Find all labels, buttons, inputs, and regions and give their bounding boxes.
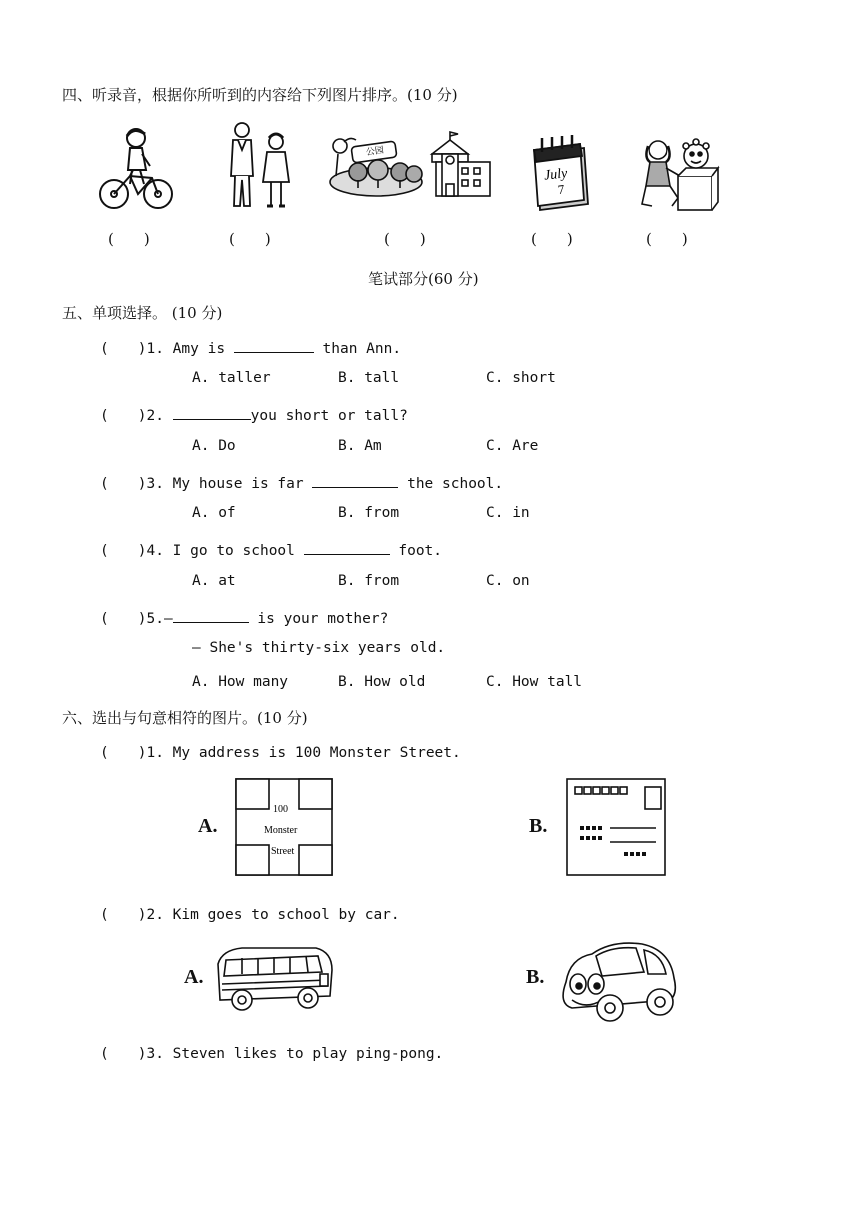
answer-blank[interactable] xyxy=(234,338,314,353)
map-line-3: Street xyxy=(271,846,295,857)
boy-on-bicycle-icon xyxy=(96,126,176,214)
question-row xyxy=(100,903,400,924)
option-b[interactable]: B. How old xyxy=(338,674,426,690)
option-a-label[interactable]: A. xyxy=(184,966,204,988)
girl-with-toys-icon xyxy=(640,136,720,214)
option-c[interactable]: C. in xyxy=(486,505,530,521)
section6-heading: 六、选出与句意相符的图片。(10 分) xyxy=(62,709,308,727)
option-b[interactable]: B. from xyxy=(338,573,400,589)
section5-heading: 五、单项选择。 (10 分) xyxy=(62,304,223,322)
question-text-after: you short or tall? xyxy=(250,408,408,424)
question-number: 1. xyxy=(146,341,164,357)
question-reply: — She's thirty-six years old. xyxy=(192,640,446,656)
park-and-school-icon xyxy=(328,130,496,202)
question-row xyxy=(100,741,461,762)
question-text-after: than Ann. xyxy=(322,341,402,357)
park-sign-text: 公园 xyxy=(365,145,385,159)
option-a[interactable]: A. at xyxy=(192,573,236,589)
question-text-after: foot. xyxy=(398,543,443,559)
question-text-before: My house is far xyxy=(172,476,304,492)
option-c[interactable]: C. How tall xyxy=(486,674,583,690)
option-b[interactable]: B. from xyxy=(338,505,400,521)
man-and-girl-icon xyxy=(226,120,298,212)
envelope-icon[interactable] xyxy=(566,778,666,878)
question-text-after: is your mother? xyxy=(257,611,389,627)
picture-1-paren[interactable]: ( ) xyxy=(108,230,150,248)
answer-paren[interactable]: ( ) xyxy=(100,907,147,923)
street-map-icon[interactable] xyxy=(235,778,333,876)
question-number: 4. xyxy=(146,543,164,559)
option-a[interactable]: A. Do xyxy=(192,438,236,454)
answer-paren[interactable]: ( ) xyxy=(100,341,147,357)
map-line-1: 100 xyxy=(273,804,288,815)
question-row xyxy=(100,607,388,628)
option-a-label[interactable]: A. xyxy=(198,815,218,837)
answer-paren[interactable]: ( ) xyxy=(100,543,147,559)
calendar-day-text: 7 xyxy=(557,181,566,198)
picture-5-paren[interactable]: ( ) xyxy=(646,230,688,248)
picture-2-paren[interactable]: ( ) xyxy=(229,230,271,248)
question-text: 1. My address is 100 Monster Street. xyxy=(146,745,461,761)
answer-paren[interactable]: ( ) xyxy=(100,476,147,492)
option-b-label[interactable]: B. xyxy=(526,966,545,988)
answer-blank[interactable] xyxy=(304,540,390,555)
question-text-before: I go to school xyxy=(172,543,295,559)
question-number: 3. xyxy=(146,476,164,492)
option-c[interactable]: C. on xyxy=(486,573,530,589)
option-a[interactable]: A. How many xyxy=(192,674,289,690)
question-row xyxy=(100,404,408,425)
calendar-month-text: July xyxy=(543,166,569,184)
question-row xyxy=(100,337,401,358)
map-line-2: Monster xyxy=(264,825,298,836)
option-a[interactable]: A. taller xyxy=(192,370,271,386)
question-text-before: Amy is xyxy=(172,341,226,357)
option-b[interactable]: B. tall xyxy=(338,370,400,386)
question-row xyxy=(100,1042,443,1063)
question-number: 5. xyxy=(146,611,164,627)
option-b[interactable]: B. Am xyxy=(338,438,382,454)
answer-paren[interactable]: ( ) xyxy=(100,1046,147,1062)
answer-paren[interactable]: ( ) xyxy=(100,611,147,627)
question-text: 3. Steven likes to play ping-pong. xyxy=(146,1046,444,1062)
question-number: 2. xyxy=(146,408,164,424)
answer-blank[interactable] xyxy=(173,405,251,420)
answer-blank[interactable] xyxy=(312,473,398,488)
question-text-after: the school. xyxy=(407,476,504,492)
picture-3-paren[interactable]: ( ) xyxy=(384,230,426,248)
question-text: 2. Kim goes to school by car. xyxy=(146,907,400,923)
section4-heading: 四、听录音，根据你所听到的内容给下列图片排序。(10 分) xyxy=(62,86,458,104)
answer-paren[interactable]: ( ) xyxy=(100,408,147,424)
option-a[interactable]: A. of xyxy=(192,505,236,521)
question-row xyxy=(100,539,442,560)
option-c[interactable]: C. Are xyxy=(486,438,539,454)
calendar-july-icon xyxy=(530,134,590,216)
answer-blank[interactable] xyxy=(173,608,249,623)
question-text-before: — xyxy=(163,611,173,627)
option-b-label[interactable]: B. xyxy=(529,815,548,837)
cartoon-car-icon[interactable] xyxy=(552,938,684,1024)
picture-4-paren[interactable]: ( ) xyxy=(531,230,573,248)
option-c[interactable]: C. short xyxy=(486,370,556,386)
question-row xyxy=(100,472,503,493)
written-part-title: 笔试部分(60 分) xyxy=(368,270,479,288)
bus-icon[interactable] xyxy=(212,944,336,1016)
answer-paren[interactable]: ( ) xyxy=(100,745,147,761)
